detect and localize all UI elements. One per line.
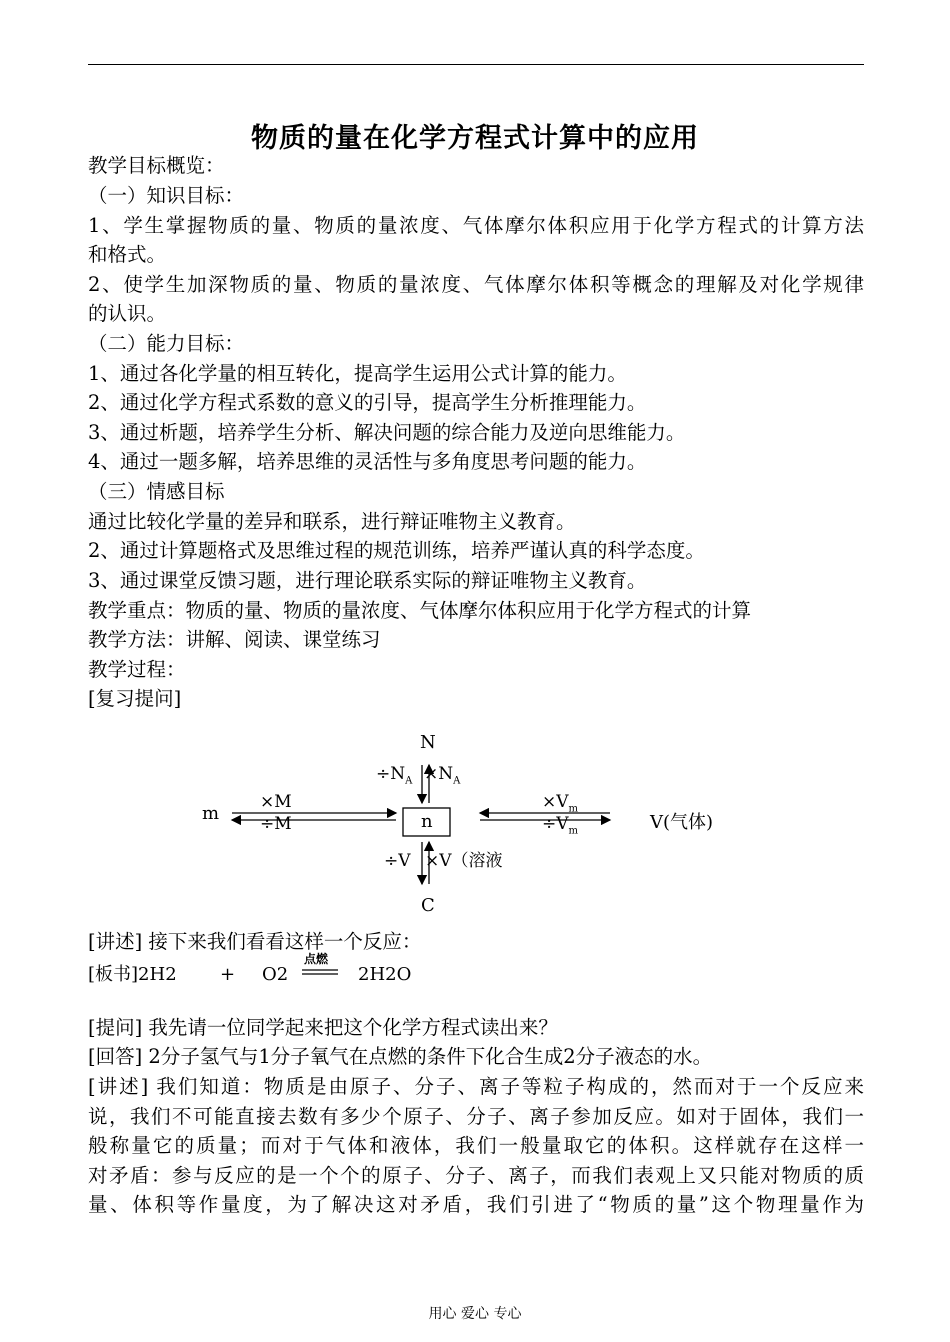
label-div-M: ÷M [260,814,292,834]
text-line: [复习提问] [88,687,182,710]
text-line: 3、通过课堂反馈习题，进行理论联系实际的辩证唯物主义教育。 [88,569,647,592]
label-div-V: ÷V [384,851,411,871]
equation-o2: O2 [262,964,289,985]
text-line: 教学目标概览： [88,154,225,177]
text-line: 1、学生掌握物质的量、物质的量浓度、气体摩尔体积应用于化学方程式的计算方法 [88,214,864,237]
label-n: n [421,811,433,832]
equation-plus: + [220,964,236,985]
text-line: （二）能力目标： [88,332,245,355]
text-line: 通过比较化学量的差异和联系，进行辩证唯物主义教育。 [88,510,576,533]
text-line: 教学重点：物质的量、物质的量浓度、气体摩尔体积应用于化学方程式的计算 [88,599,752,622]
label-mul-NA: $\times N_A$ [424,764,461,787]
label-mul-V-solution: ×V（溶液 [425,851,503,871]
label-div-NA: $\div N_A$ [376,764,413,787]
text-line: 1、通过各化学量的相互转化，提高学生运用公式计算的能力。 [88,362,627,385]
text-line: [讲述] 我们知道：物质是由原子、分子、离子等粒子构成的，然而对于一个反应来 [88,1075,864,1098]
text-line: 的认识。 [88,302,167,325]
label-mul-M: ×M [260,792,292,812]
text-line: （一）知识目标： [88,184,245,207]
page-footer: 用心 爱心 专心 [428,1306,522,1322]
text-line: 和格式。 [88,243,167,266]
text-line: 2、通过化学方程式系数的意义的引导，提高学生分析推理能力。 [88,391,647,414]
text-line: 说，我们不可能直接去数有多少个原子、分子、离子参加反应。如对于固体，我们一 [88,1105,864,1128]
text-line: [提问] 我先请一位同学起来把这个化学方程式读出来？ [88,1016,558,1039]
label-N: N [420,732,436,753]
text-line: 教学方法：讲解、阅读、课堂练习 [88,628,381,651]
equation-prefix: [板书]2H2 [88,964,177,985]
equation-condition: 点燃 [304,952,329,966]
text-line: 教学过程： [88,658,186,681]
label-div-Vm: $\div V_m$ [542,814,579,837]
text-line: 对矛盾：参与反应的是一个个的原子、分子、离子，而我们表观上又只能对物质的质 [88,1164,864,1187]
label-mul-Vm: $\times V_m$ [542,792,579,815]
text-line: 2、使学生加深物质的量、物质的量浓度、气体摩尔体积等概念的理解及对化学规律 [88,273,864,296]
text-line: [回答] 2分子氢气与1分子氧气在点燃的条件下化合生成2分子液态的水。 [88,1045,713,1068]
text-line: 量、体积等作量度，为了解决这对矛盾，我们引进了“物质的量”这个物理量作为 [88,1193,864,1216]
page-title: 物质的量在化学方程式计算中的应用 [251,123,699,154]
label-m: m [202,803,220,824]
label-C: C [421,895,435,916]
equation-product: 2H2O [358,964,412,985]
text-line: 3、通过析题，培养学生分析、解决问题的综合能力及逆向思维能力。 [88,421,686,444]
text-line: 2、通过计算题格式及思维过程的规范训练，培养严谨认真的科学态度。 [88,539,705,562]
label-V-gas: V(气体) [650,812,714,833]
text-line: 4、通过一题多解，培养思维的灵活性与多角度思考问题的能力。 [88,450,647,473]
text-line: [讲述] 接下来我们看看这样一个反应： [88,930,422,953]
text-line: 般称量它的质量；而对于气体和液体，我们一般量取它的体积。这样就存在这样一 [88,1134,864,1157]
text-line: （三）情感目标 [88,480,225,503]
